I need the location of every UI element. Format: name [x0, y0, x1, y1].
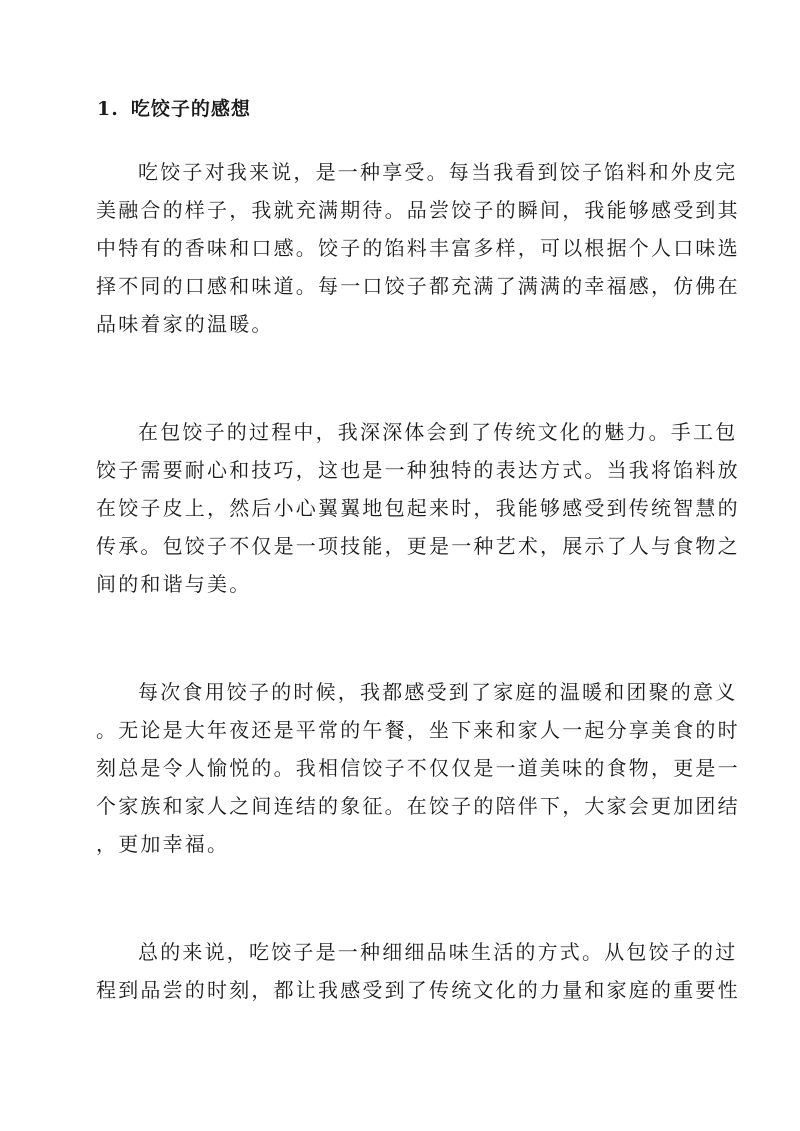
paragraph-line: 间的和谐与美。 — [96, 572, 252, 596]
paragraph-1 — [96, 153, 740, 343]
paragraph-2 — [96, 413, 740, 603]
paragraph-line: 传承。包饺子不仅是一项技能，更是一种艺术，展示了人与食物之 — [96, 534, 740, 558]
paragraph-4 — [96, 933, 740, 1009]
paragraph-line: 品味着家的温暖。 — [96, 312, 274, 336]
paragraph-line: 美融合的样子，我就充满期待。品尝饺子的瞬间，我能够感受到其 — [96, 198, 740, 222]
paragraph-line: 总的来说，吃饺子是一种细细品味生活的方式。从包饺子的过 — [138, 940, 738, 964]
paragraph-line: 饺子需要耐心和技巧，这也是一种独特的表达方式。当我将馅料放 — [96, 458, 740, 482]
paragraph-line: 程到品尝的时刻，都让我感受到了传统文化的力量和家庭的重要性 — [96, 978, 740, 1002]
paragraph-line: 吃饺子对我来说，是一种享受。每当我看到饺子馅料和外皮完 — [138, 160, 738, 184]
paragraph-line: 在包饺子的过程中，我深深体会到了传统文化的魅力。手工包 — [138, 420, 738, 444]
section-number: 1. — [97, 98, 119, 120]
paragraph-line: 。无论是大年夜还是平常的午餐，坐下来和家人一起分享美食的时 — [96, 718, 740, 742]
paragraph-line: 个家族和家人之间连结的象征。在饺子的陪伴下，大家会更加团结 — [96, 794, 740, 818]
paragraph-line: 每次食用饺子的时候，我都感受到了家庭的温暖和团聚的意义 — [138, 680, 738, 704]
paragraph-line: 在饺子皮上，然后小心翼翼地包起来时，我能够感受到传统智慧的 — [96, 496, 740, 520]
section-heading — [97, 94, 251, 121]
paragraph-line: 择不同的口感和味道。每一口饺子都充满了满满的幸福感，仿佛在 — [96, 274, 740, 298]
paragraph-line: 中特有的香味和口感。饺子的馅料丰富多样，可以根据个人口味选 — [96, 236, 740, 260]
paragraph-line: 刻总是令人愉悦的。我相信饺子不仅仅是一道美味的食物，更是一 — [96, 756, 740, 780]
paragraph-line: ，更加幸福。 — [96, 832, 230, 856]
section-title: 吃饺子的感想 — [130, 98, 251, 120]
paragraph-3 — [96, 673, 740, 863]
